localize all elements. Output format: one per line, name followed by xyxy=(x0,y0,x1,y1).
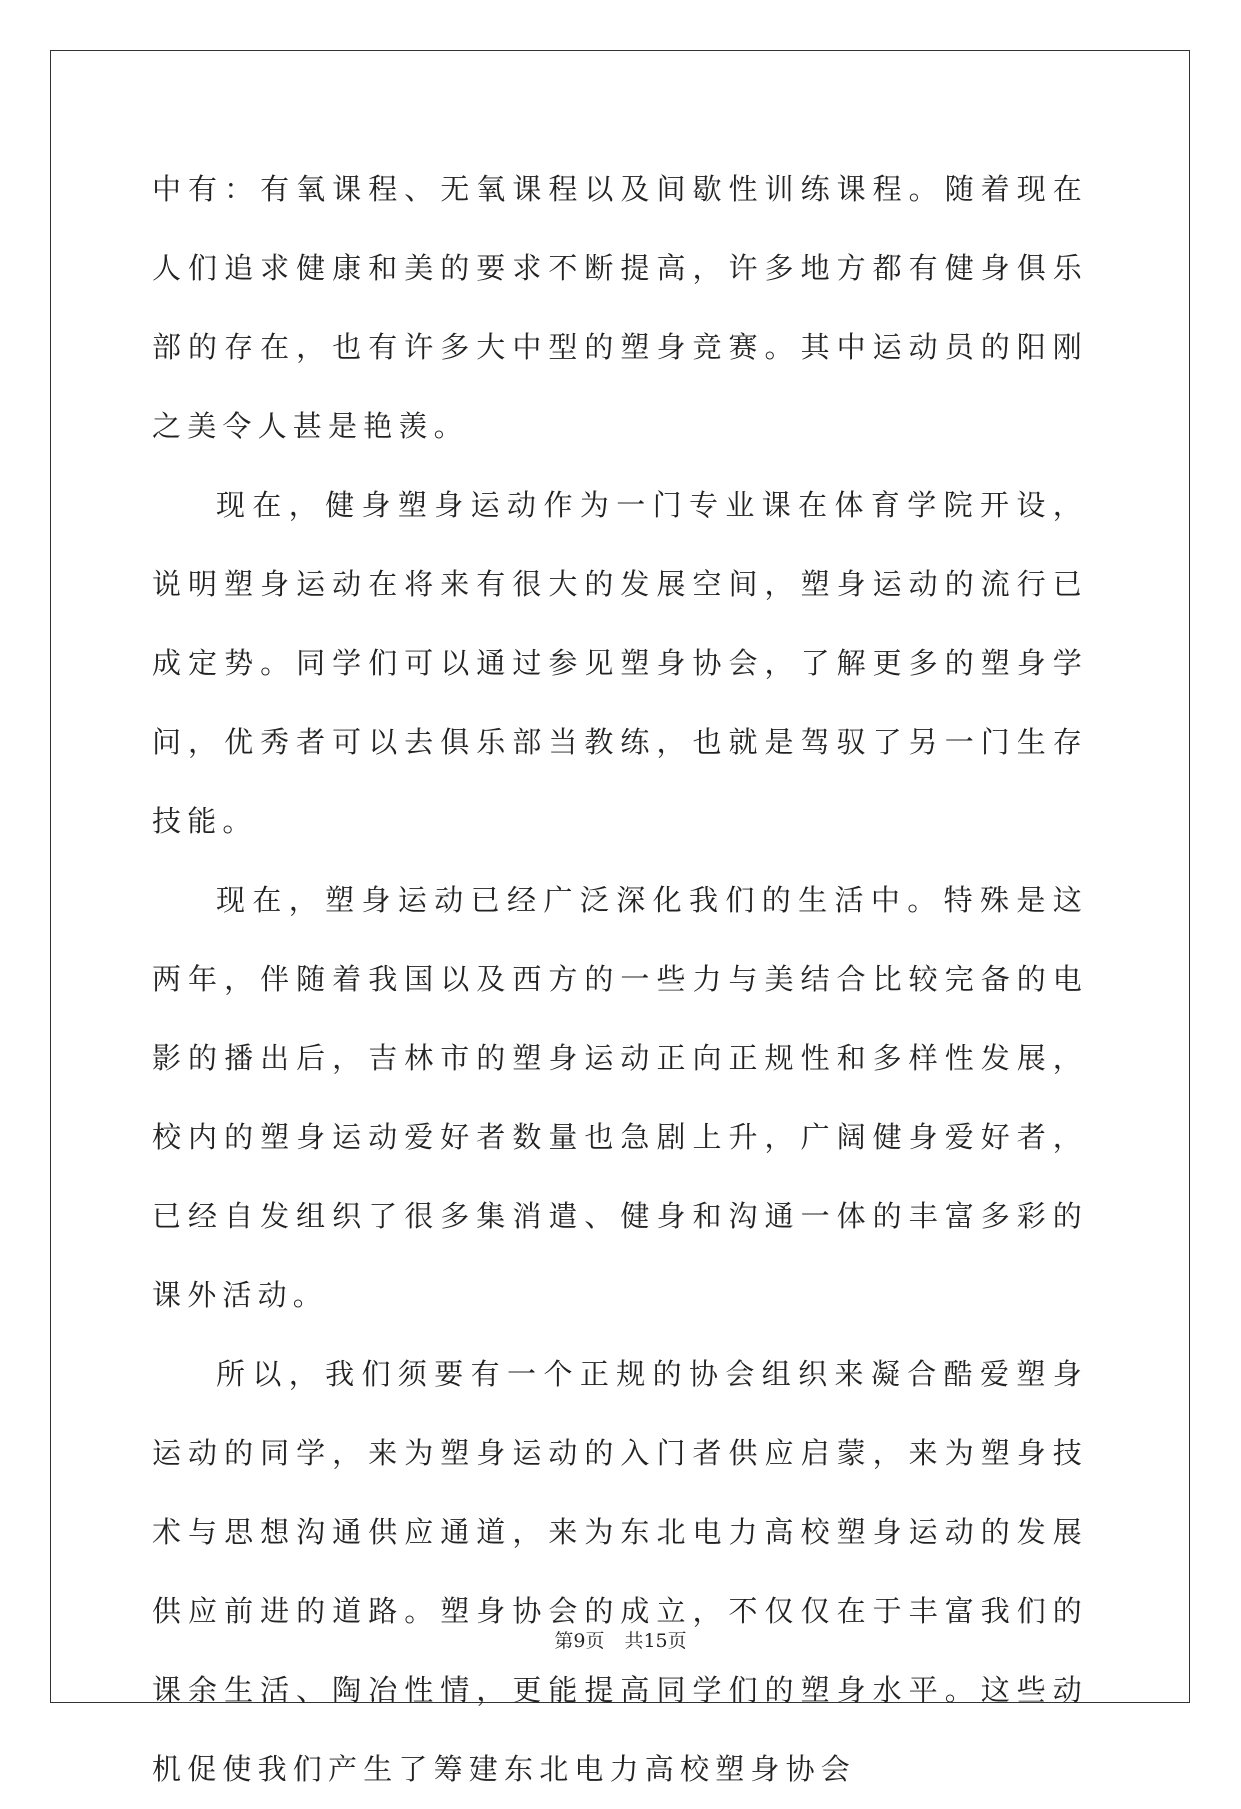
page-number-current: 第9页 xyxy=(554,1630,605,1652)
paragraph-3: 现在，塑身运动已经广泛深化我们的生活中。特殊是这两年，伴随着我国以及西方的一些力与美结合比较完备的电影的播出后，吉林市的塑身运动正向正规性和多样性发展，校内的塑身运动爱好者数量也急剧上升，广阔健身爱好者，已经自发组织了很多集消遣、健身和沟通一体的丰富多彩的课外活动。 xyxy=(152,883,1088,1312)
page-number-total: 共15页 xyxy=(624,1630,687,1652)
document-body xyxy=(152,150,1088,1809)
paragraph-2: 现在，健身塑身运动作为一门专业课在体育学院开设，说明塑身运动在将来有很大的发展空间，塑身运动的流行已成定势。同学们可以通过参见塑身协会，了解更多的塑身学问，优秀者可以去俱乐部当教练，也就是驾驭了另一门生存技能。 xyxy=(152,488,1088,838)
paragraph-1: 中有：有氧课程、无氧课程以及间歇性训练课程。随着现在人们追求健康和美的要求不断提高，许多地方都有健身俱乐部的存在，也有许多大中型的塑身竞赛。其中运动员的阳刚之美令人甚是艳羡。 xyxy=(152,172,1088,443)
page-footer xyxy=(0,1626,1241,1653)
paragraph-4: 所以，我们须要有一个正规的协会组织来凝合酷爱塑身运动的同学，来为塑身运动的入门者供应启蒙，来为塑身技术与思想沟通供应通道，来为东北电力高校塑身运动的发展供应前进的道路。塑身协会的成立，不仅仅在于丰富我们的课余生活、陶冶性情，更能提高同学们的塑身水平。这些动机促使我们产生了筹建东北电力高校塑身协会 xyxy=(152,1357,1088,1786)
